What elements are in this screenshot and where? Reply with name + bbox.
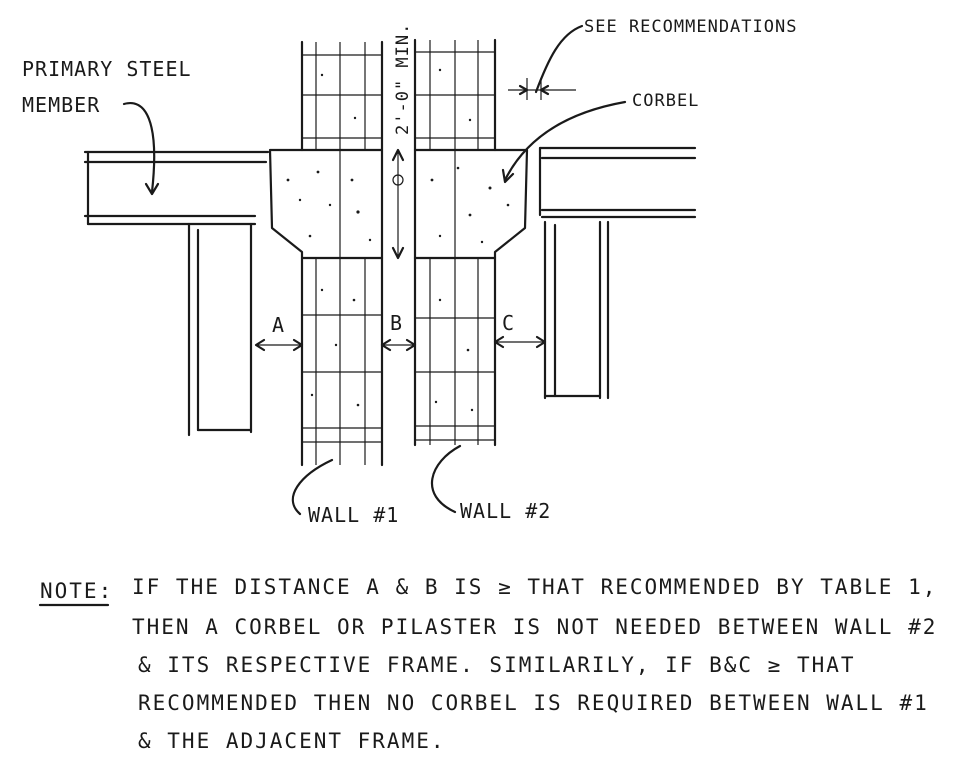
wall-2-label: WALL #2 bbox=[460, 499, 552, 523]
right-steel-beam bbox=[540, 148, 695, 217]
primary-steel-callout bbox=[22, 57, 192, 194]
corbel-callout bbox=[503, 91, 699, 182]
wall-1-callout bbox=[293, 460, 399, 527]
wall-1-label: WALL #1 bbox=[308, 503, 400, 527]
note-line-3: & ITS RESPECTIVE FRAME. SIMILARILY, IF B&C ≥ THAT bbox=[138, 653, 856, 677]
wall-1 bbox=[270, 42, 382, 465]
note-line-4: RECOMMENDED THEN NO CORBEL IS REQUIRED BETWEEN WALL #1 bbox=[138, 691, 929, 715]
gap-b-dimension bbox=[382, 311, 415, 350]
min-height-label: 2'-0" MIN. bbox=[393, 22, 413, 135]
see-recommendations-label: SEE RECOMMENDATIONS bbox=[584, 17, 798, 37]
gap-b-label: B bbox=[390, 311, 404, 335]
min-height-dimension bbox=[393, 23, 413, 258]
corbel-label: CORBEL bbox=[632, 91, 700, 111]
wall-2-callout bbox=[432, 446, 551, 523]
see-recommendations-callout bbox=[508, 17, 797, 100]
note-line-1: IF THE DISTANCE A & B IS ≥ THAT RECOMMENDED BY TABLE 1, bbox=[132, 575, 938, 599]
gap-c-dimension bbox=[495, 311, 545, 347]
wall-2 bbox=[415, 40, 527, 445]
gap-a-label: A bbox=[272, 313, 286, 337]
left-steel-beam bbox=[85, 152, 268, 224]
note-heading: NOTE: bbox=[40, 579, 114, 603]
primary-steel-label-line1: PRIMARY STEEL bbox=[22, 57, 192, 81]
primary-steel-label-line2: MEMBER bbox=[22, 93, 101, 117]
note-line-2: THEN A CORBEL OR PILASTER IS NOT NEEDED BETWEEN WALL #2 bbox=[132, 615, 938, 639]
gap-c-label: C bbox=[502, 311, 516, 335]
note-line-5: & THE ADJACENT FRAME. bbox=[138, 729, 446, 753]
gap-a-dimension bbox=[256, 313, 302, 350]
right-steel-column bbox=[545, 222, 608, 398]
left-steel-column bbox=[189, 224, 251, 435]
note-block bbox=[40, 575, 937, 753]
